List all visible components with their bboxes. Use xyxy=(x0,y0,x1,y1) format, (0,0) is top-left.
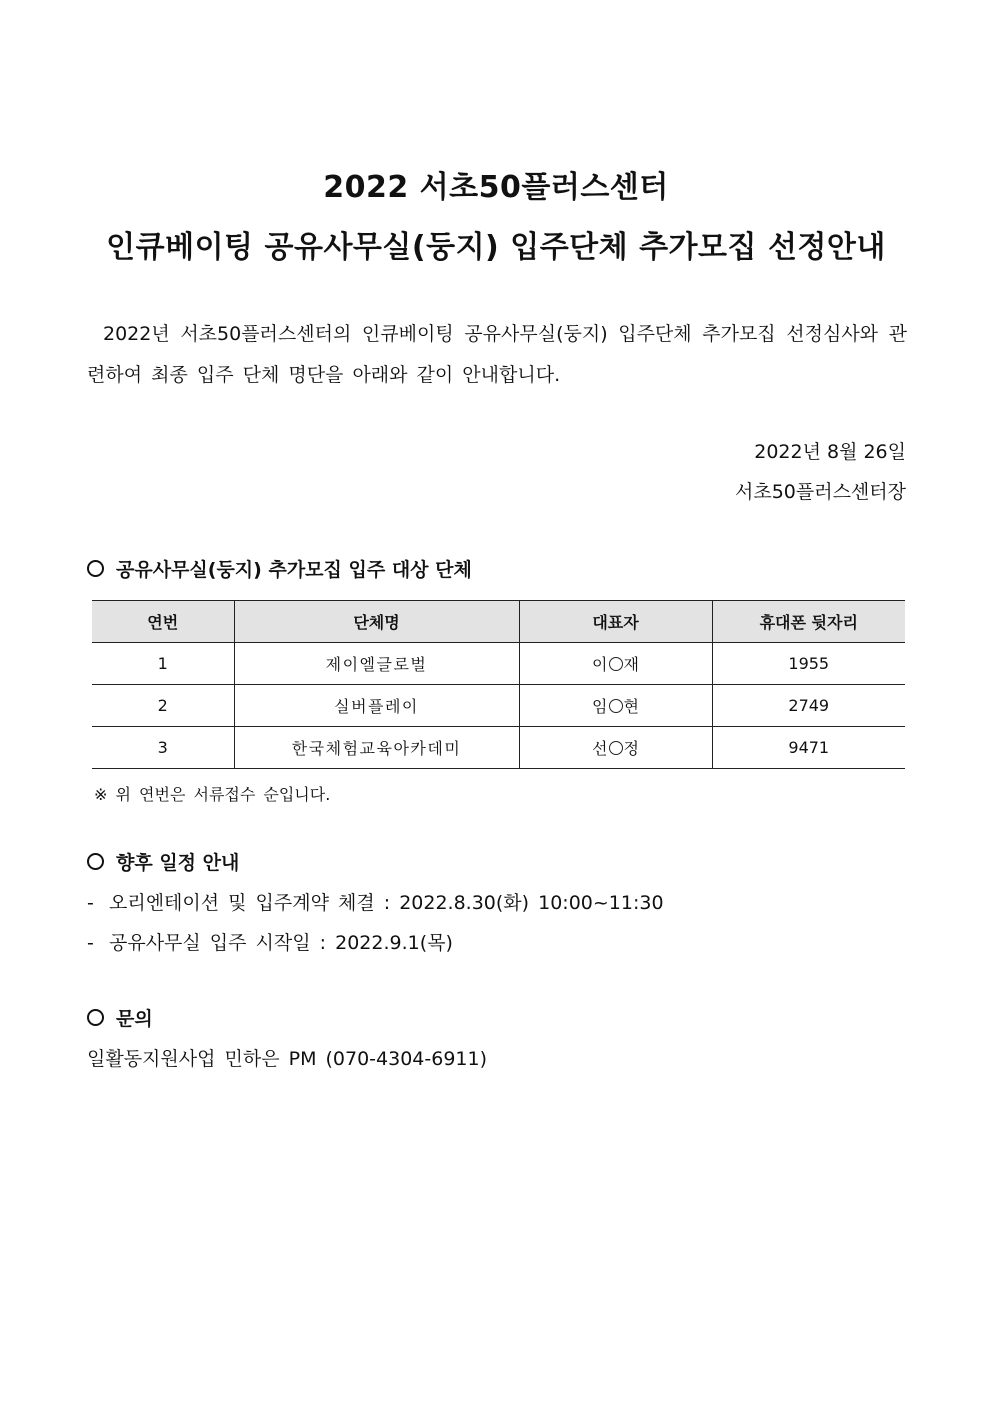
table-header-row xyxy=(92,601,905,643)
dash-bullet: - xyxy=(87,932,94,954)
rep-last-char: 현 xyxy=(623,697,639,716)
rep-last-char: 정 xyxy=(623,739,639,758)
cell-representative xyxy=(519,643,712,685)
rep-first-char: 이 xyxy=(592,655,608,674)
circle-bullet-icon xyxy=(87,1009,104,1026)
rep-last-char: 재 xyxy=(623,655,639,674)
circle-bullet-icon xyxy=(87,560,104,577)
masked-char-circle-icon xyxy=(609,699,623,713)
column-header-org-name: 단체명 xyxy=(234,601,519,643)
selected-orgs-table xyxy=(92,600,905,769)
section-heading-selected-orgs xyxy=(87,555,472,582)
section-heading-schedule xyxy=(87,848,239,875)
issuer-name: 서초50플러스센터장 xyxy=(734,481,906,503)
cell-phone: 9471 xyxy=(712,727,905,769)
masked-char-circle-icon xyxy=(609,657,623,671)
intro-paragraph xyxy=(87,314,907,396)
masked-char-circle-icon xyxy=(609,741,623,755)
cell-representative xyxy=(519,685,712,727)
section-heading-inquiry xyxy=(87,1004,153,1031)
rep-first-char: 임 xyxy=(592,697,608,716)
cell-org-name: 한국체험교육아카데미 xyxy=(234,727,519,769)
cell-phone: 2749 xyxy=(712,685,905,727)
section-heading-text: 공유사무실(둥지) 추가모집 입주 대상 단체 xyxy=(116,559,472,581)
intro-text: 2022년 서초50플러스센터의 인큐베이팅 공유사무실(둥지) 입주단체 추가모집 선정심사와 관련하여 최종 입주 단체 명단을 아래와 같이 안내합니다. xyxy=(87,323,907,386)
column-header-representative: 대표자 xyxy=(519,601,712,643)
cell-org-name: 제이엘글로벌 xyxy=(234,643,519,685)
rep-first-char: 선 xyxy=(592,739,608,758)
cell-no: 1 xyxy=(92,643,234,685)
column-header-no: 연번 xyxy=(92,601,234,643)
table-row xyxy=(92,643,905,685)
table-footnote: ※ 위 연번은 서류접수 순입니다. xyxy=(94,785,331,804)
section-heading-text: 문의 xyxy=(116,1008,153,1030)
contact-info: 일활동지원사업 민하은 PM (070-4304-6911) xyxy=(87,1048,488,1070)
table-row xyxy=(92,727,905,769)
cell-no: 2 xyxy=(92,685,234,727)
cell-org-name: 실버플레이 xyxy=(234,685,519,727)
issue-date: 2022년 8월 26일 xyxy=(754,441,906,463)
cell-no: 3 xyxy=(92,727,234,769)
column-header-phone: 휴대폰 뒷자리 xyxy=(712,601,905,643)
circle-bullet-icon xyxy=(87,853,104,870)
schedule-item-move-in xyxy=(87,928,453,955)
table-row xyxy=(92,685,905,727)
dash-bullet: - xyxy=(87,892,94,914)
schedule-item-text: 공유사무실 입주 시작일 : 2022.9.1(목) xyxy=(109,932,453,954)
schedule-item-text: 오리엔테이션 및 입주계약 체결 : 2022.8.30(화) 10:00~11:30 xyxy=(109,892,664,914)
page-title-line2: 인큐베이팅 공유사무실(둥지) 입주단체 추가모집 선정안내 xyxy=(106,230,886,265)
page-title-line1: 2022 서초50플러스센터 xyxy=(323,170,669,205)
cell-representative xyxy=(519,727,712,769)
cell-phone: 1955 xyxy=(712,643,905,685)
schedule-item-orientation xyxy=(87,888,664,915)
section-heading-text: 향후 일정 안내 xyxy=(116,852,240,874)
